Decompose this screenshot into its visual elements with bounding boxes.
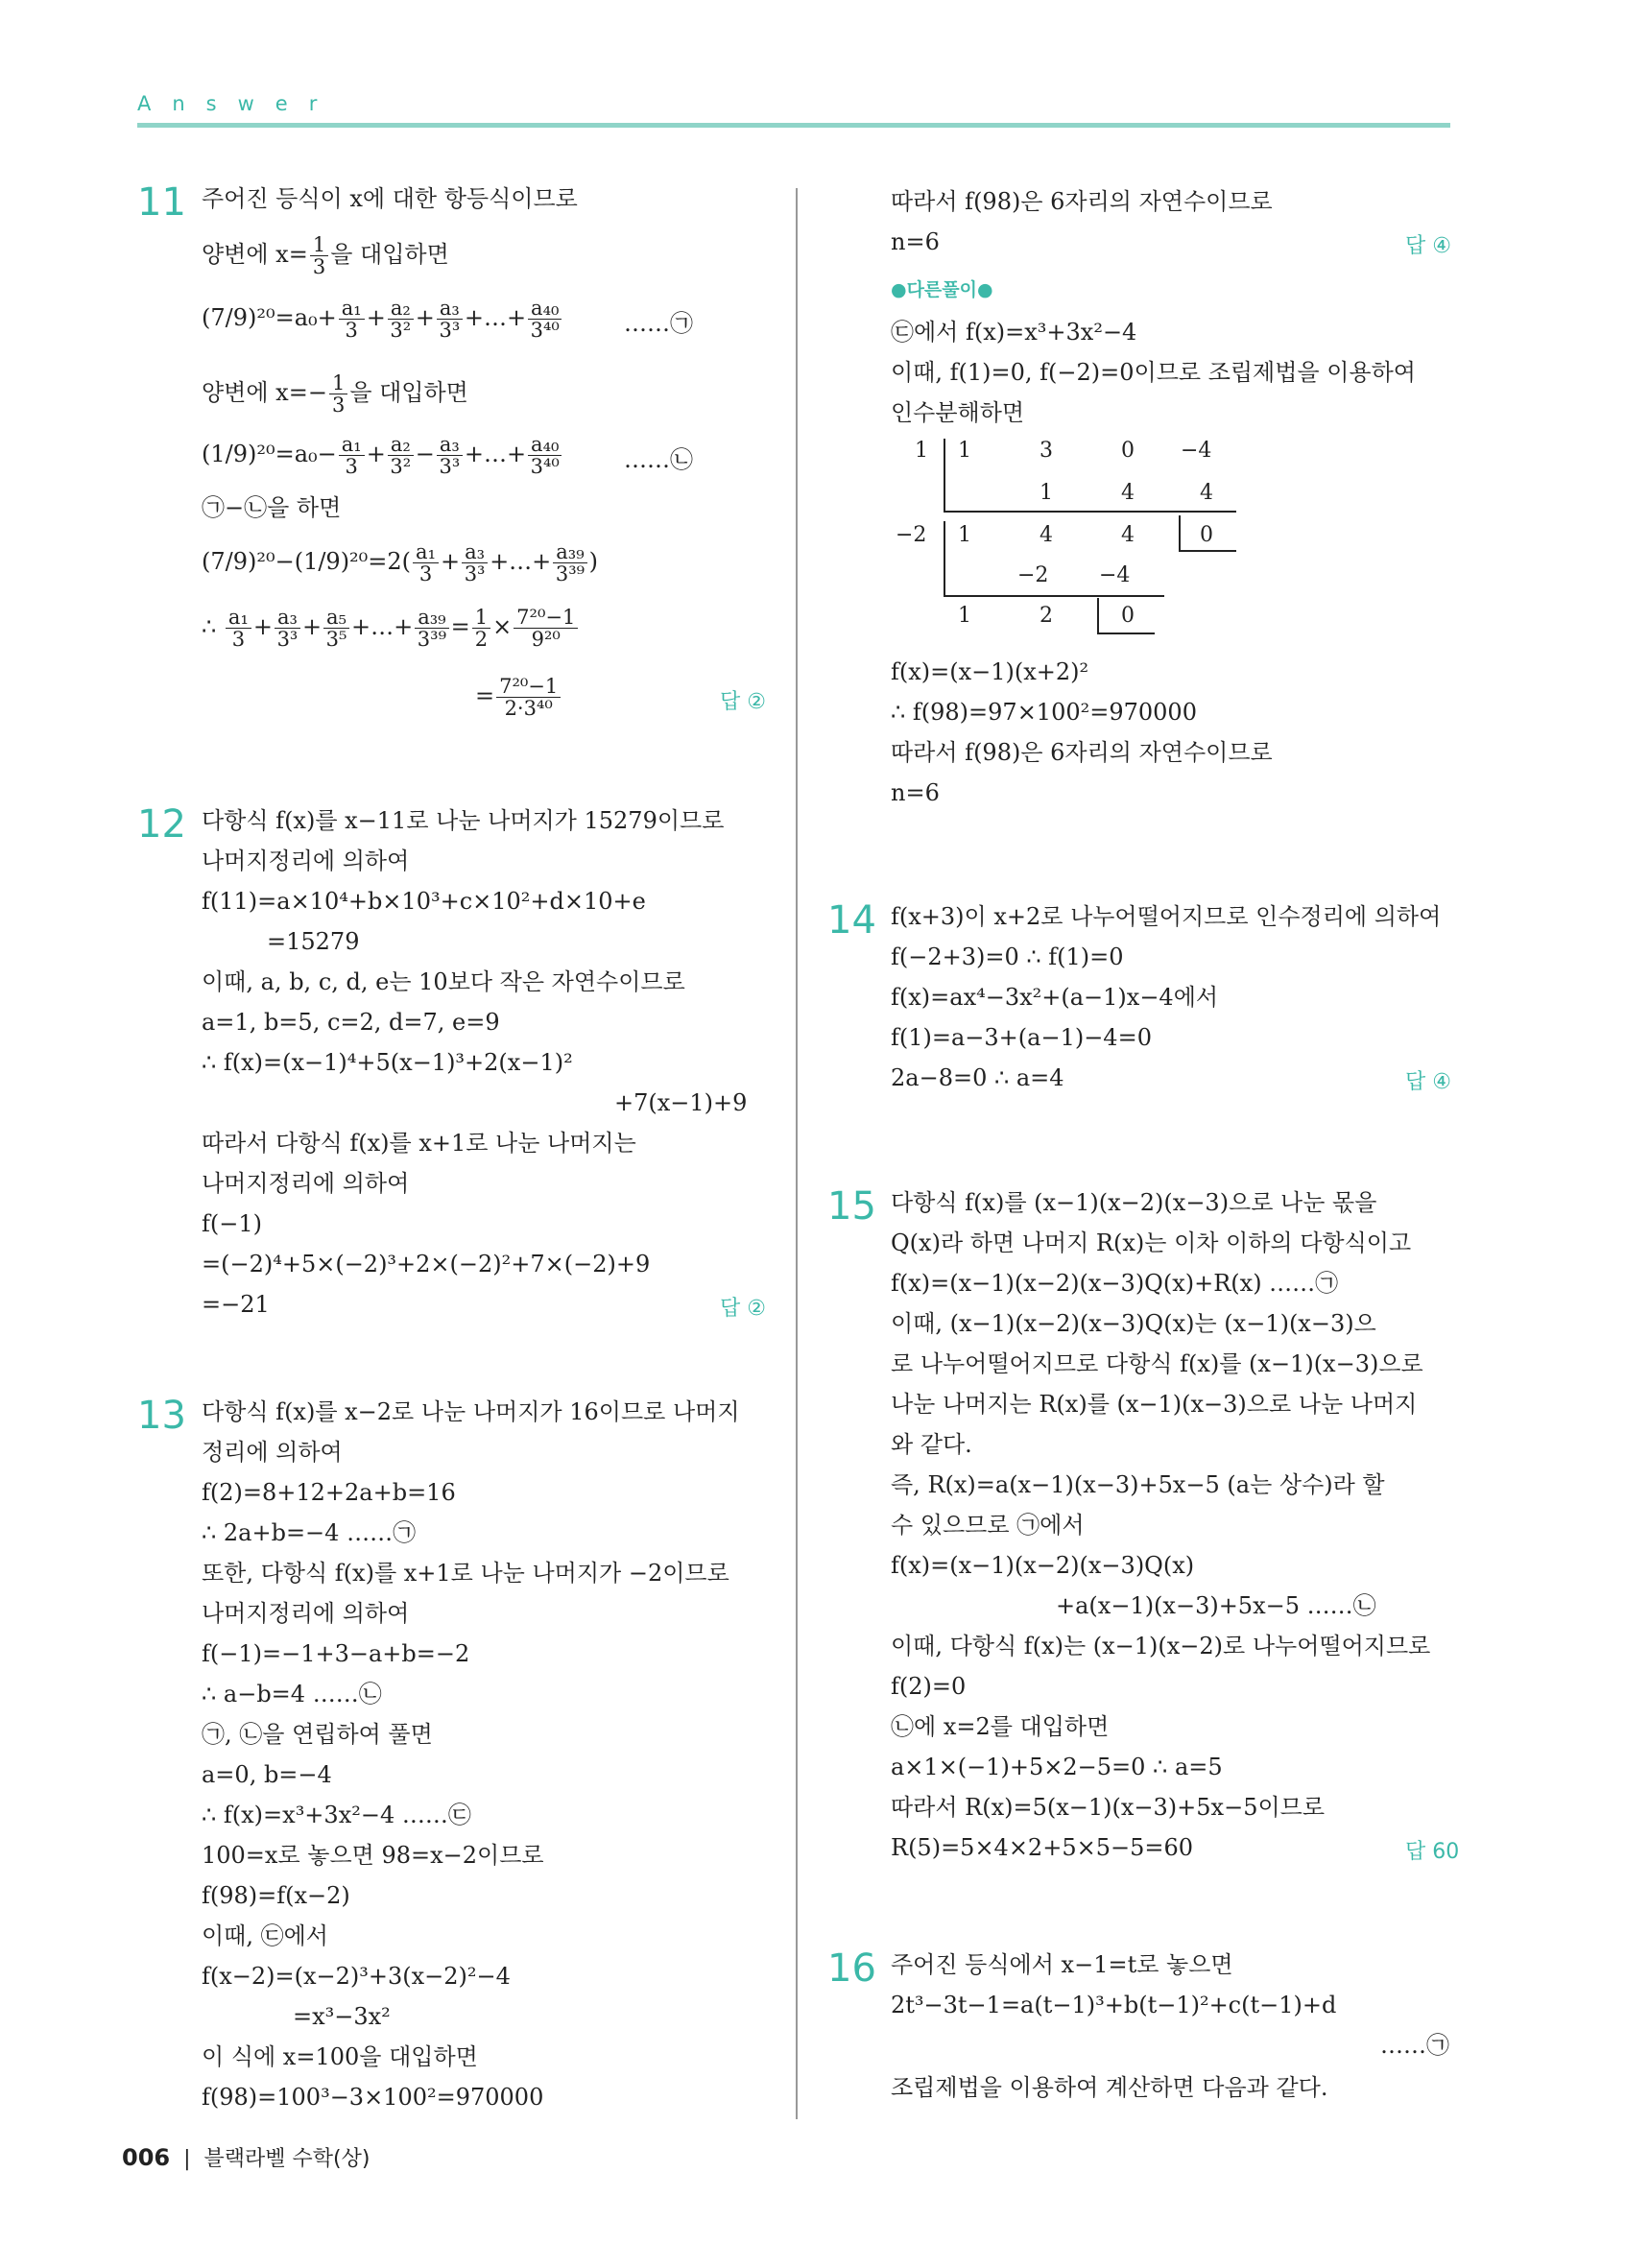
text-line: 나머지정리에 의하여 bbox=[202, 1600, 410, 1627]
text-line: 100=x로 놓으면 98=x−2이므로 bbox=[202, 1842, 544, 1869]
synth-cell: 4 bbox=[1121, 481, 1135, 505]
text-line: 수 있으므로 ㉠에서 bbox=[891, 1512, 1085, 1539]
synth-rule bbox=[944, 511, 1236, 513]
text-line: 다항식 f(x)를 x−11로 나눈 나머지가 15279이므로 bbox=[202, 807, 725, 834]
synth-cell: 1 bbox=[958, 604, 971, 628]
text-line: 즉, R(x)=a(x−1)(x−3)+5x−5 (a는 상수)라 할 bbox=[891, 1471, 1385, 1498]
text-line: 양변에 x=− $\frac{1}{3}$ 을 대입하면 bbox=[202, 371, 468, 417]
text-line: =15279 bbox=[267, 928, 360, 955]
text-line: f(x−2)=(x−2)³+3(x−2)²−4 bbox=[202, 1963, 511, 1990]
text-line: 다항식 f(x)를 (x−1)(x−2)(x−3)으로 나눈 몫을 bbox=[891, 1189, 1377, 1216]
problem-number-13: 13 bbox=[137, 1394, 186, 1438]
synth-cell: 0 bbox=[1200, 523, 1213, 547]
equation-4: ∴ $\frac{\text{a₁}}{3}$ + $\frac{\text{a₃}}{\text{3³}}$ + $\frac{\text{a₅}}{\text{3⁵}}$ +…+ $\frac{\text{a₃₉}}{\text{3³⁹}}$ = $\frac{1}{2}$ × $\frac{\text{7²⁰−1}}{\text{9²⁰}}$ bbox=[202, 607, 580, 650]
text-line: f(98)=100³−3×100²=970000 bbox=[202, 2084, 544, 2111]
text-line: f(x)=(x−1)(x−2)(x−3)Q(x)+R(x) ……㉠ bbox=[891, 1270, 1339, 1297]
synth-cell: −2 bbox=[1017, 563, 1049, 587]
text-line: 다항식 f(x)를 x−2로 나눈 나머지가 16이므로 나머지 bbox=[202, 1398, 740, 1425]
text-line: f(1)=a−3+(a−1)−4=0 bbox=[891, 1024, 1152, 1051]
text-line: ∴ 2a+b=−4 ……㉠ bbox=[202, 1519, 417, 1546]
text-line: ∴ f(x)=(x−1)⁴+5(x−1)³+2(x−1)² bbox=[202, 1049, 573, 1076]
text-line: n=6 bbox=[891, 228, 940, 255]
text-line: =x³−3x² bbox=[293, 2003, 391, 2030]
text-line: 따라서 R(x)=5(x−1)(x−3)+5x−5이므로 bbox=[891, 1794, 1326, 1821]
text-line: 나머지정리에 의하여 bbox=[202, 1170, 410, 1197]
synth-cell: 0 bbox=[1121, 604, 1135, 628]
synth-cell: −4 bbox=[1181, 439, 1212, 463]
text-line: ∴ f(x)=x³+3x²−4 ……㉢ bbox=[202, 1802, 471, 1828]
text-line: ……㉠ bbox=[1380, 2032, 1449, 2059]
text-line: 조립제법을 이용하여 계산하면 다음과 같다. bbox=[891, 2074, 1328, 2101]
text-line: +a(x−1)(x−3)+5x−5 ……㉡ bbox=[1056, 1592, 1376, 1619]
text-line: 나머지정리에 의하여 bbox=[202, 848, 410, 874]
equation-5: = $\frac{\text{7²⁰−1}}{\text{2·3⁴⁰}}$ bbox=[475, 676, 562, 719]
synth-cell: 4 bbox=[1040, 523, 1053, 547]
synth-rule bbox=[944, 439, 945, 511]
text-line: =−21 bbox=[202, 1291, 270, 1318]
synth-cell: −4 bbox=[1099, 563, 1131, 587]
synthetic-division bbox=[891, 439, 1275, 650]
text-line: f(−2+3)=0 ∴ f(1)=0 bbox=[891, 943, 1124, 970]
text-line: f(2)=8+12+2a+b=16 bbox=[202, 1479, 456, 1506]
text-line: a=0, b=−4 bbox=[202, 1761, 332, 1788]
text-line: f(x)=ax⁴−3x²+(a−1)x−4에서 bbox=[891, 984, 1219, 1011]
synth-rule bbox=[944, 521, 945, 596]
text-line: f(−1) bbox=[202, 1210, 262, 1237]
answer-14: 답 ④ bbox=[1405, 1070, 1451, 1094]
synth-rule bbox=[1179, 550, 1236, 552]
synth-rule bbox=[1097, 598, 1099, 633]
text-line: 따라서 f(98)은 6자리의 자연수이므로 bbox=[891, 739, 1273, 766]
text-line: +7(x−1)+9 bbox=[614, 1089, 748, 1116]
synth-cell: 1 bbox=[958, 523, 971, 547]
text-line: 따라서 다항식 f(x)를 x+1로 나눈 나머지는 bbox=[202, 1130, 636, 1157]
text-line: f(−1)=−1+3−a+b=−2 bbox=[202, 1640, 470, 1667]
synth-cell: 1 bbox=[958, 439, 971, 463]
synth-cell: 1 bbox=[1040, 481, 1053, 505]
text-line: 또한, 다항식 f(x)를 x+1로 나눈 나머지가 −2이므로 bbox=[202, 1560, 729, 1587]
column-divider bbox=[796, 188, 798, 2119]
synth-rule bbox=[1179, 515, 1181, 550]
text-line: 양변에 x= $\frac{1}{3}$ 을 대입하면 bbox=[202, 233, 449, 278]
text-line: n=6 bbox=[891, 779, 940, 806]
text-line: 로 나누어떨어지므로 다항식 f(x)를 (x−1)(x−3)으로 bbox=[891, 1350, 1423, 1377]
problem-number-16: 16 bbox=[827, 1946, 876, 1991]
answer-12: 답 ② bbox=[720, 1297, 766, 1321]
text-line: =(−2)⁴+5×(−2)³+2×(−2)²+7×(−2)+9 bbox=[202, 1251, 651, 1277]
synth-rule bbox=[1097, 633, 1155, 634]
text-line: ㉡에 x=2를 대입하면 bbox=[891, 1713, 1110, 1740]
text-line: 정리에 의하여 bbox=[202, 1439, 343, 1466]
equation-2: (1/9)²⁰=a₀− $\frac{\text{a₁}}{3}$ + $\frac{\text{a₂}}{\text{3²}}$ − $\frac{\text{a₃}}{\text{3³}}$ +…+ $\frac{\text{a₄₀}}{\text{3⁴⁰}}$ bbox=[202, 434, 563, 477]
text-line: ㉢에서 f(x)=x³+3x²−4 bbox=[891, 319, 1137, 346]
synth-cell: 1 bbox=[915, 439, 928, 463]
text-line: f(11)=a×10⁴+b×10³+c×10²+d×10+e bbox=[202, 888, 646, 915]
text-line: 이때, 다항식 f(x)는 (x−1)(x−2)로 나누어떨어지므로 bbox=[891, 1633, 1431, 1659]
text-line: ∴ a−b=4 ……㉡ bbox=[202, 1681, 382, 1707]
synth-cell: 4 bbox=[1121, 523, 1135, 547]
text-line: 2a−8=0 ∴ a=4 bbox=[891, 1064, 1064, 1091]
text-line: 인수분해하면 bbox=[891, 399, 1025, 426]
synth-cell: 0 bbox=[1121, 439, 1135, 463]
text-line: 나눈 나머지는 R(x)를 (x−1)(x−3)으로 나눈 나머지 bbox=[891, 1391, 1418, 1418]
answer-15: 답 60 bbox=[1405, 1840, 1460, 1864]
answer-11: 답 ② bbox=[720, 690, 766, 714]
text-line: 이때, (x−1)(x−2)(x−3)Q(x)는 (x−1)(x−3)으 bbox=[891, 1310, 1376, 1337]
text-line: 이때, a, b, c, d, e는 10보다 작은 자연수이므로 bbox=[202, 968, 685, 995]
header-label: Answer bbox=[137, 92, 339, 115]
page-number: 006 bbox=[122, 2144, 171, 2171]
equation-3: (7/9)²⁰−(1/9)²⁰=2( $\frac{\text{a₁}}{3}$ + $\frac{\text{a₃}}{\text{3³}}$ +…+ $\frac{\text{a₃₉}}{\text{3³⁹}}$ ) bbox=[202, 540, 599, 585]
problem-number-12: 12 bbox=[137, 802, 186, 847]
footer-separator: | bbox=[177, 2147, 198, 2171]
text-line: 이 식에 x=100을 대입하면 bbox=[202, 2043, 478, 2070]
text-line: 따라서 f(98)은 6자리의 자연수이므로 bbox=[891, 188, 1273, 215]
text-line: 주어진 등식에서 x−1=t로 놓으면 bbox=[891, 1951, 1233, 1978]
text-line: f(2)=0 bbox=[891, 1673, 967, 1700]
text-line: ∴ f(98)=97×100²=970000 bbox=[891, 699, 1197, 726]
synth-cell: 4 bbox=[1200, 481, 1213, 505]
text-line: 2t³−3t−1=a(t−1)³+b(t−1)²+c(t−1)+d bbox=[891, 1992, 1337, 2018]
text-line: f(x)=(x−1)(x+2)² bbox=[891, 658, 1089, 685]
marker-1: ……㉠ bbox=[624, 310, 693, 337]
text-line: 주어진 등식이 x에 대한 항등식이므로 bbox=[202, 185, 578, 212]
text-line: 이때, f(1)=0, f(−2)=0이므로 조립제법을 이용하여 bbox=[891, 359, 1416, 386]
problem-number-15: 15 bbox=[827, 1184, 876, 1229]
problem-number-14: 14 bbox=[827, 898, 876, 943]
marker-2: ……㉡ bbox=[624, 446, 693, 473]
text-line: ㉠, ㉡을 연립하여 풀면 bbox=[202, 1721, 433, 1748]
text-line: 와 같다. bbox=[891, 1431, 972, 1458]
text-line: a×1×(−1)+5×2−5=0 ∴ a=5 bbox=[891, 1754, 1223, 1780]
book-title: 블랙라벨 수학(상) bbox=[203, 2147, 370, 2171]
answer-13: 답 ④ bbox=[1405, 234, 1451, 258]
text-line: f(x+3)이 x+2로 나누어떨어지므로 인수정리에 의하여 bbox=[891, 903, 1442, 930]
synth-cell: 3 bbox=[1040, 439, 1053, 463]
synth-cell: 2 bbox=[1040, 604, 1053, 628]
alternative-solution-label: ●다른풀이● bbox=[891, 279, 993, 300]
text-line: f(x)=(x−1)(x−2)(x−3)Q(x) bbox=[891, 1552, 1195, 1579]
equation-1: (7/9)²⁰=a₀+ $\frac{\text{a₁}}{3}$ + $\frac{\text{a₂}}{\text{3²}}$ + $\frac{\text{a₃}}{\text{3³}}$ +…+ $\frac{\text{a₄₀}}{\text{3⁴⁰}}$ bbox=[202, 298, 563, 341]
text-line: R(5)=5×4×2+5×5−5=60 bbox=[891, 1834, 1193, 1861]
header-rule bbox=[137, 123, 1450, 128]
text-line: Q(x)라 하면 나머지 R(x)는 이차 이하의 다항식이고 bbox=[891, 1229, 1412, 1256]
page-footer bbox=[122, 2142, 370, 2172]
problem-number-11: 11 bbox=[137, 180, 186, 225]
synth-cell: −2 bbox=[896, 523, 927, 547]
text-line: f(98)=f(x−2) bbox=[202, 1882, 350, 1909]
text-line: a=1, b=5, c=2, d=7, e=9 bbox=[202, 1009, 500, 1036]
text-line: ㉠−㉡을 하면 bbox=[202, 494, 342, 521]
text-line: 이때, ㉢에서 bbox=[202, 1922, 328, 1949]
synth-rule bbox=[944, 595, 1164, 597]
